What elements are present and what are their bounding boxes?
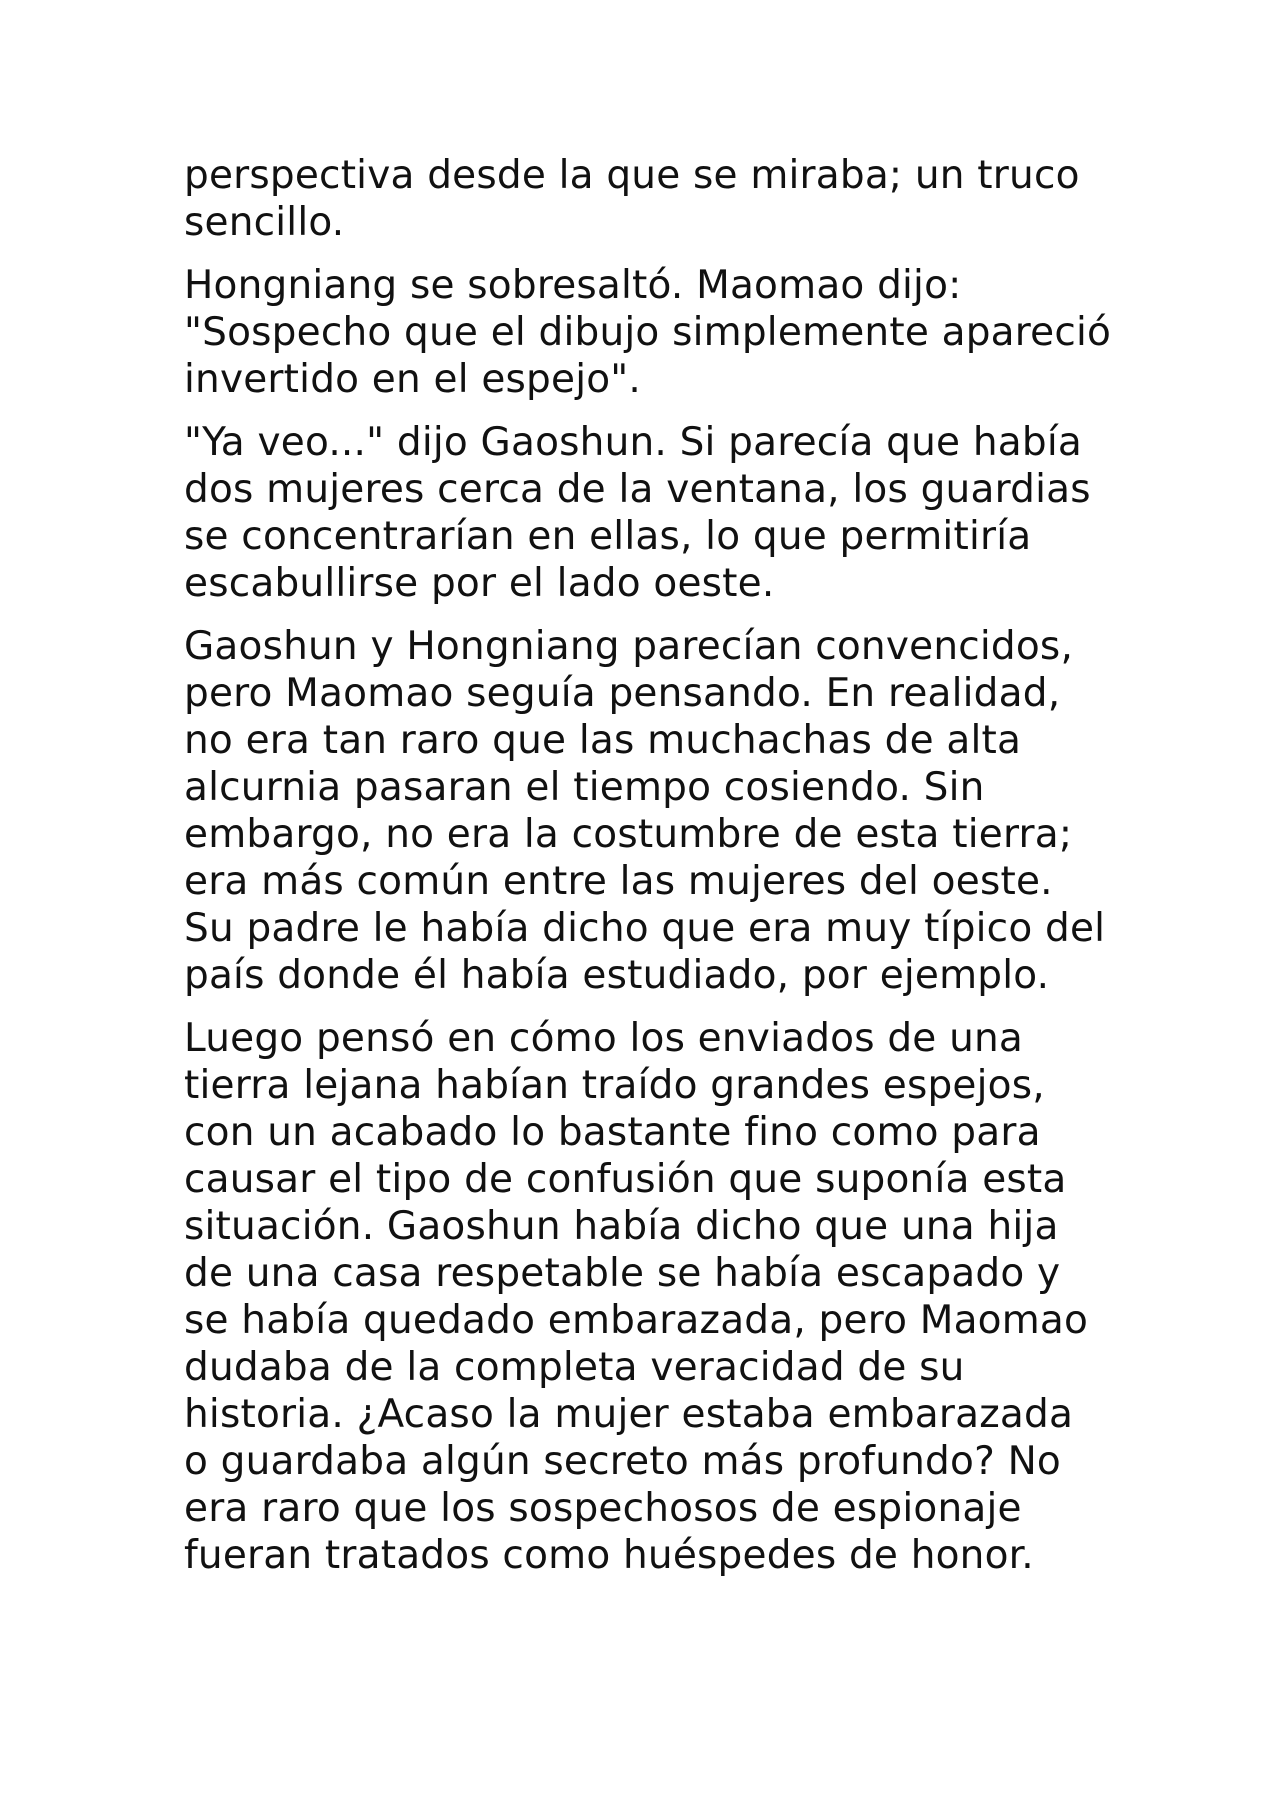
text-line: Su padre le había dicho que era muy típico del [184, 906, 1106, 951]
text-line: se había quedado embarazada, pero Maomao [184, 1298, 1089, 1343]
text-line: embargo, no era la costumbre de esta tierra; [184, 812, 1073, 857]
text-line: con un acabado lo bastante fino como para [184, 1110, 1041, 1155]
text-line: "Sospecho que el dibujo simplemente apareció [184, 310, 1112, 355]
text-line: Hongniang se sobresaltó. Maomao dijo: [184, 263, 962, 308]
text-line: no era tan raro que las muchachas de alta [184, 718, 1022, 763]
text-line: alcurnia pasaran el tiempo cosiendo. Sin [184, 765, 985, 810]
paragraph-2 [184, 262, 1112, 403]
paragraph-4 [184, 623, 1104, 999]
text-line: fueran tratados como huéspedes de honor. [184, 1533, 1034, 1578]
text-line: Gaoshun y Hongniang parecían convencidos, [184, 624, 1074, 669]
text-line: Luego pensó en cómo los enviados de una [184, 1016, 1024, 1061]
paragraph-5 [184, 1015, 1104, 1579]
text-line: sencillo. [184, 200, 345, 245]
text-line: pero Maomao seguía pensando. En realidad, [184, 671, 1061, 716]
text-line: de una casa respetable se había escapado y [184, 1251, 1061, 1296]
text-line: tierra lejana habían traído grandes espejos, [184, 1063, 1045, 1108]
text-line: se concentrarían en ellas, lo que permitiría [184, 514, 1032, 559]
text-line: país donde él había estudiado, por ejemplo. [184, 953, 1050, 998]
text-line: era más común entre las mujeres del oeste. [184, 859, 1053, 904]
paragraph-3 [184, 419, 1104, 607]
body-text [184, 152, 1112, 1595]
text-line: o guardaba algún secreto más profundo? No [184, 1439, 1061, 1484]
text-line: situación. Gaoshun había dicho que una hija [184, 1204, 1059, 1249]
text-line: "Ya veo..." dijo Gaoshun. Si parecía que había [184, 420, 1082, 465]
text-line: invertido en el espejo". [184, 357, 642, 402]
text-line: dudaba de la completa veracidad de su [184, 1345, 965, 1390]
text-line: historia. ¿Acaso la mujer estaba embarazada [184, 1392, 1074, 1437]
text-line: dos mujeres cerca de la ventana, los guardias [184, 467, 1091, 512]
text-line: escabullirse por el lado oeste. [184, 561, 775, 606]
text-line: era raro que los sospechosos de espionaje [184, 1486, 1022, 1531]
text-line: perspectiva desde la que se miraba; un truco [184, 153, 1080, 198]
text-line: causar el tipo de confusión que suponía esta [184, 1157, 1067, 1202]
paragraph-1 [184, 152, 1104, 246]
